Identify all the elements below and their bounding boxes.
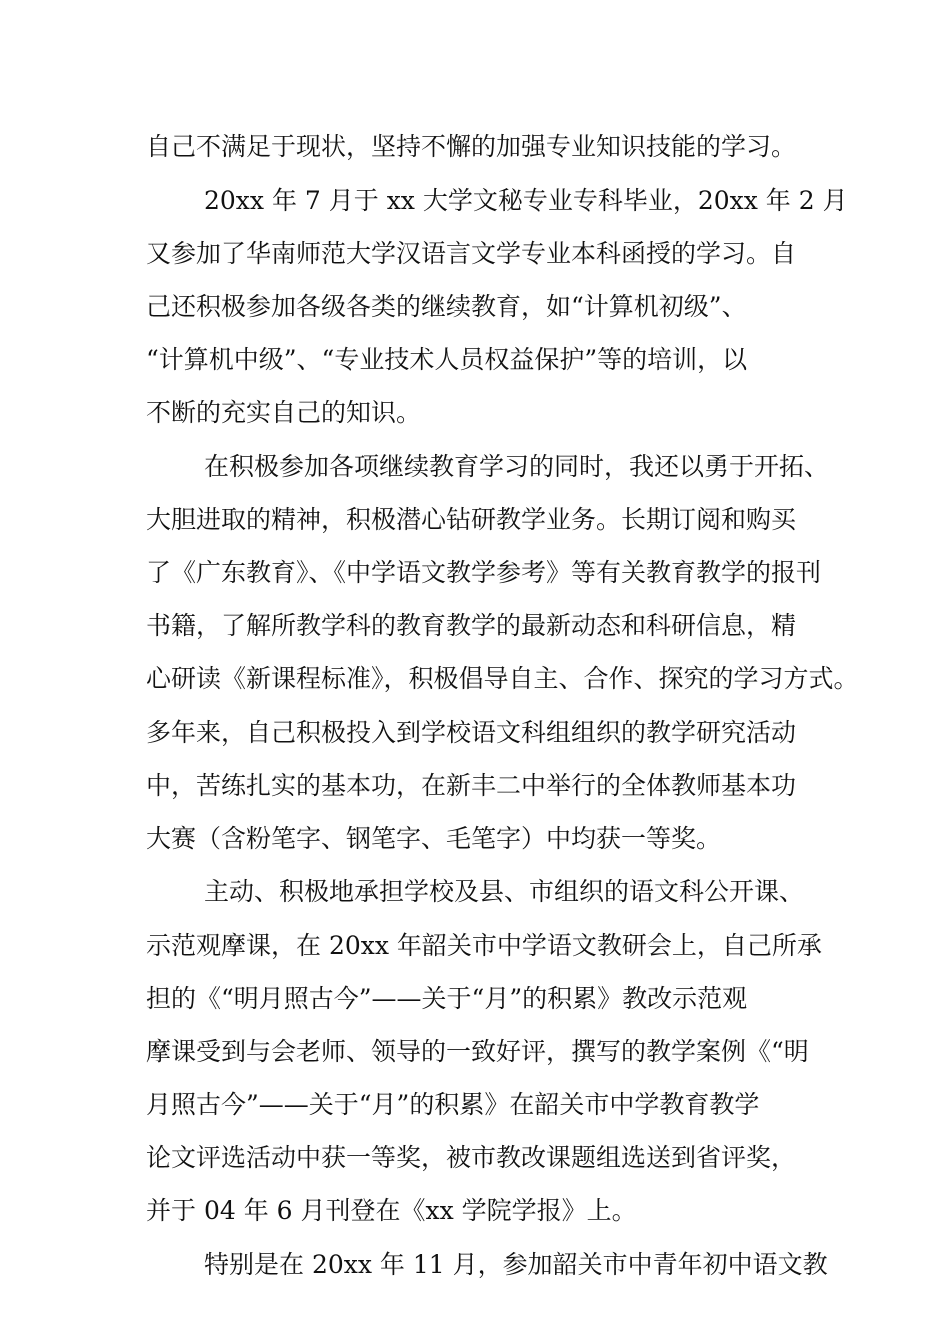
text-line: 不断的充实自己的知识。: [146, 398, 422, 427]
text-line: 主动、积极地承担学校及县、市组织的语文科公开课、: [204, 877, 805, 906]
text-line: 大赛（含粉笔字、钢笔字、毛笔字）中均获一等奖。: [146, 824, 722, 853]
text-line: 月照古今”——关于“月”的积累》在韶关市中学教育教学: [146, 1090, 760, 1119]
text-line: 担的《“明月照古今”——关于“月”的积累》教改示范观: [146, 984, 748, 1013]
text-line: 大胆进取的精神，积极潜心钻研教学业务。长期订阅和购买: [146, 505, 797, 534]
text-line: 20xx 年 7 月于 xx 大学文秘专业专科毕业，20xx 年 2 月: [204, 186, 848, 215]
text-line: 己还积极参加各级各类的继续教育，如“计算机初级”、: [146, 292, 747, 321]
text-line: 特别是在 20xx 年 11 月，参加韶关市中青年初中语文教: [204, 1250, 828, 1279]
text-line: 心研读《新课程标准》，积极倡导自主、合作、探究的学习方式。: [146, 664, 859, 693]
text-line: 论文评选活动中获一等奖，被市教改课题组选送到省评奖，: [146, 1143, 797, 1172]
text-line: 自己不满足于现状，坚持不懈的加强专业知识技能的学习。: [146, 132, 797, 161]
text-line: 摩课受到与会老师、领导的一致好评，撰写的教学案例《“明: [146, 1037, 809, 1066]
text-line: 又参加了华南师范大学汉语言文学专业本科函授的学习。自: [146, 239, 797, 268]
text-line: 并于 04 年 6 月刊登在《xx 学院学报》上。: [146, 1196, 637, 1225]
text-line: 书籍，了解所教学科的教育教学的最新动态和科研信息，精: [146, 611, 797, 640]
text-line: 了《广东教育》、《中学语文教学参考》等有关教育教学的报刊: [146, 558, 822, 587]
text-line: 示范观摩课，在 20xx 年韶关市中学语文教研会上，自己所承: [146, 931, 822, 960]
text-line: 多年来，自己积极投入到学校语文科组组织的教学研究活动: [146, 718, 797, 747]
text-line: “计算机中级”、“专业技术人员权益保护”等的培训，以: [146, 345, 748, 374]
text-line: 在积极参加各项继续教育学习的同时，我还以勇于开拓、: [204, 452, 830, 481]
text-line: 中，苦练扎实的基本功，在新丰二中举行的全体教师基本功: [146, 771, 797, 800]
